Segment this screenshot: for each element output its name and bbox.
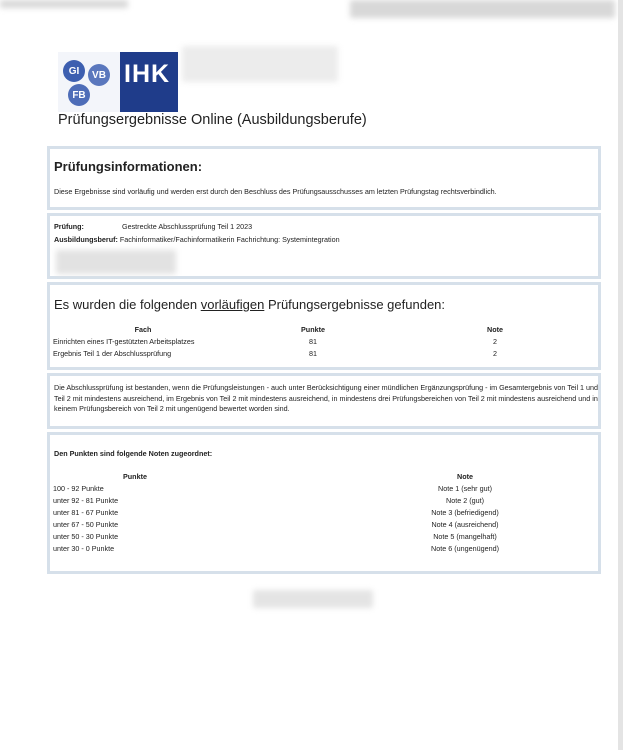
- table-row: [53, 335, 597, 347]
- results-box: [47, 282, 601, 370]
- table-row: [53, 347, 597, 359]
- table-row: [53, 542, 597, 554]
- explanation-box: [47, 373, 601, 429]
- table-row: [53, 494, 597, 506]
- grade-note: Note 6 (ungenügend): [431, 543, 499, 553]
- table-row: [53, 482, 597, 494]
- logo-vb-badge: VB: [88, 64, 110, 86]
- beruf-label: Ausbildungsberuf:: [54, 235, 118, 244]
- logo-fb-badge: FB: [68, 84, 90, 106]
- grade-punkte: 100 - 92 Punkte: [53, 483, 104, 493]
- grade-scale-heading: Den Punkten sind folgende Noten zugeordnet:: [54, 449, 213, 458]
- results-header-row: [53, 323, 597, 335]
- grade-header-row: [53, 470, 597, 482]
- page-title: Prüfungsergebnisse Online (Ausbildungsberufe): [58, 112, 367, 128]
- ihk-logo: [58, 52, 178, 112]
- col-punkte: Punkte: [301, 324, 325, 334]
- grade-note: Note 2 (gut): [446, 495, 484, 505]
- explanation-text: Die Abschlussprüfung ist bestanden, wenn die Prüfungsleistungen - auch unter Berücksichtigung einer mündlichen Ergänzungsprüfung - im Gesamtergebnis von Teil 1 und Teil 2 mit mindestens ausreichend, im Ergebnis von Teil 2 mit mindestens ausreichend, in mindestens drei Prüfungsbereichen von Teil 2 mit mindestens ausreichend und in keinem Prüfungsbereich von Teil 2 mit ungenügend bewertet worden sind.: [54, 383, 599, 413]
- redacted-footer: [253, 590, 373, 608]
- exam-box: [47, 213, 601, 279]
- pruefung-label: Prüfung:: [54, 222, 84, 231]
- logo-brand-text: IHK: [124, 60, 171, 88]
- col-note: Note: [457, 471, 473, 481]
- redacted-top-right: [350, 0, 615, 18]
- info-heading: Prüfungsinformationen:: [54, 159, 203, 174]
- result-punkte: 81: [309, 348, 317, 358]
- result-note: 2: [493, 336, 497, 346]
- pruefung-value: Gestreckte Abschlussprüfung Teil 1 2023: [122, 222, 253, 231]
- grade-note: Note 5 (mangelhaft): [433, 531, 497, 541]
- grade-note: Note 3 (befriedigend): [431, 507, 499, 517]
- results-table: [53, 323, 597, 359]
- results-heading-emph: vorläufigen: [200, 297, 265, 312]
- info-text: Diese Ergebnisse sind vorläufig und werden erst durch den Beschluss des Prüfungsausschusses am letzten Prüfungstag rechtsverbindlich.: [54, 187, 497, 196]
- grade-scale-box: [47, 432, 601, 574]
- table-row: [53, 518, 597, 530]
- table-row: [53, 506, 597, 518]
- result-fach: Ergebnis Teil 1 der Abschlussprüfung: [53, 348, 172, 358]
- col-punkte: Punkte: [123, 471, 147, 481]
- grade-punkte: unter 50 - 30 Punkte: [53, 531, 119, 541]
- grade-punkte: unter 67 - 50 Punkte: [53, 519, 119, 529]
- col-note: Note: [487, 324, 503, 334]
- result-fach: Einrichten eines IT-gestützten Arbeitsplatzes: [53, 336, 195, 346]
- info-box: [47, 146, 601, 210]
- grade-punkte: unter 92 - 81 Punkte: [53, 495, 119, 505]
- grade-note: Note 1 (sehr gut): [438, 483, 492, 493]
- redacted-header-text: [182, 46, 338, 82]
- results-heading: Es wurden die folgenden vorläufigen Prüfungsergebnisse gefunden:: [54, 297, 446, 312]
- col-fach: Fach: [134, 324, 152, 334]
- result-note: 2: [493, 348, 497, 358]
- result-punkte: 81: [309, 336, 317, 346]
- page-edge: [618, 0, 623, 750]
- grade-scale-table: [53, 470, 597, 554]
- grade-note: Note 4 (ausreichend): [431, 519, 499, 529]
- redacted-exam-info: [56, 250, 176, 274]
- beruf-value: Fachinformatiker/Fachinformatikerin Fachrichtung: Systemintegration: [119, 235, 340, 244]
- grade-punkte: unter 81 - 67 Punkte: [53, 507, 119, 517]
- logo-gi-badge: GI: [63, 60, 85, 82]
- table-row: [53, 530, 597, 542]
- redacted-top-left: [0, 0, 128, 8]
- grade-punkte: unter 30 - 0 Punkte: [53, 543, 115, 553]
